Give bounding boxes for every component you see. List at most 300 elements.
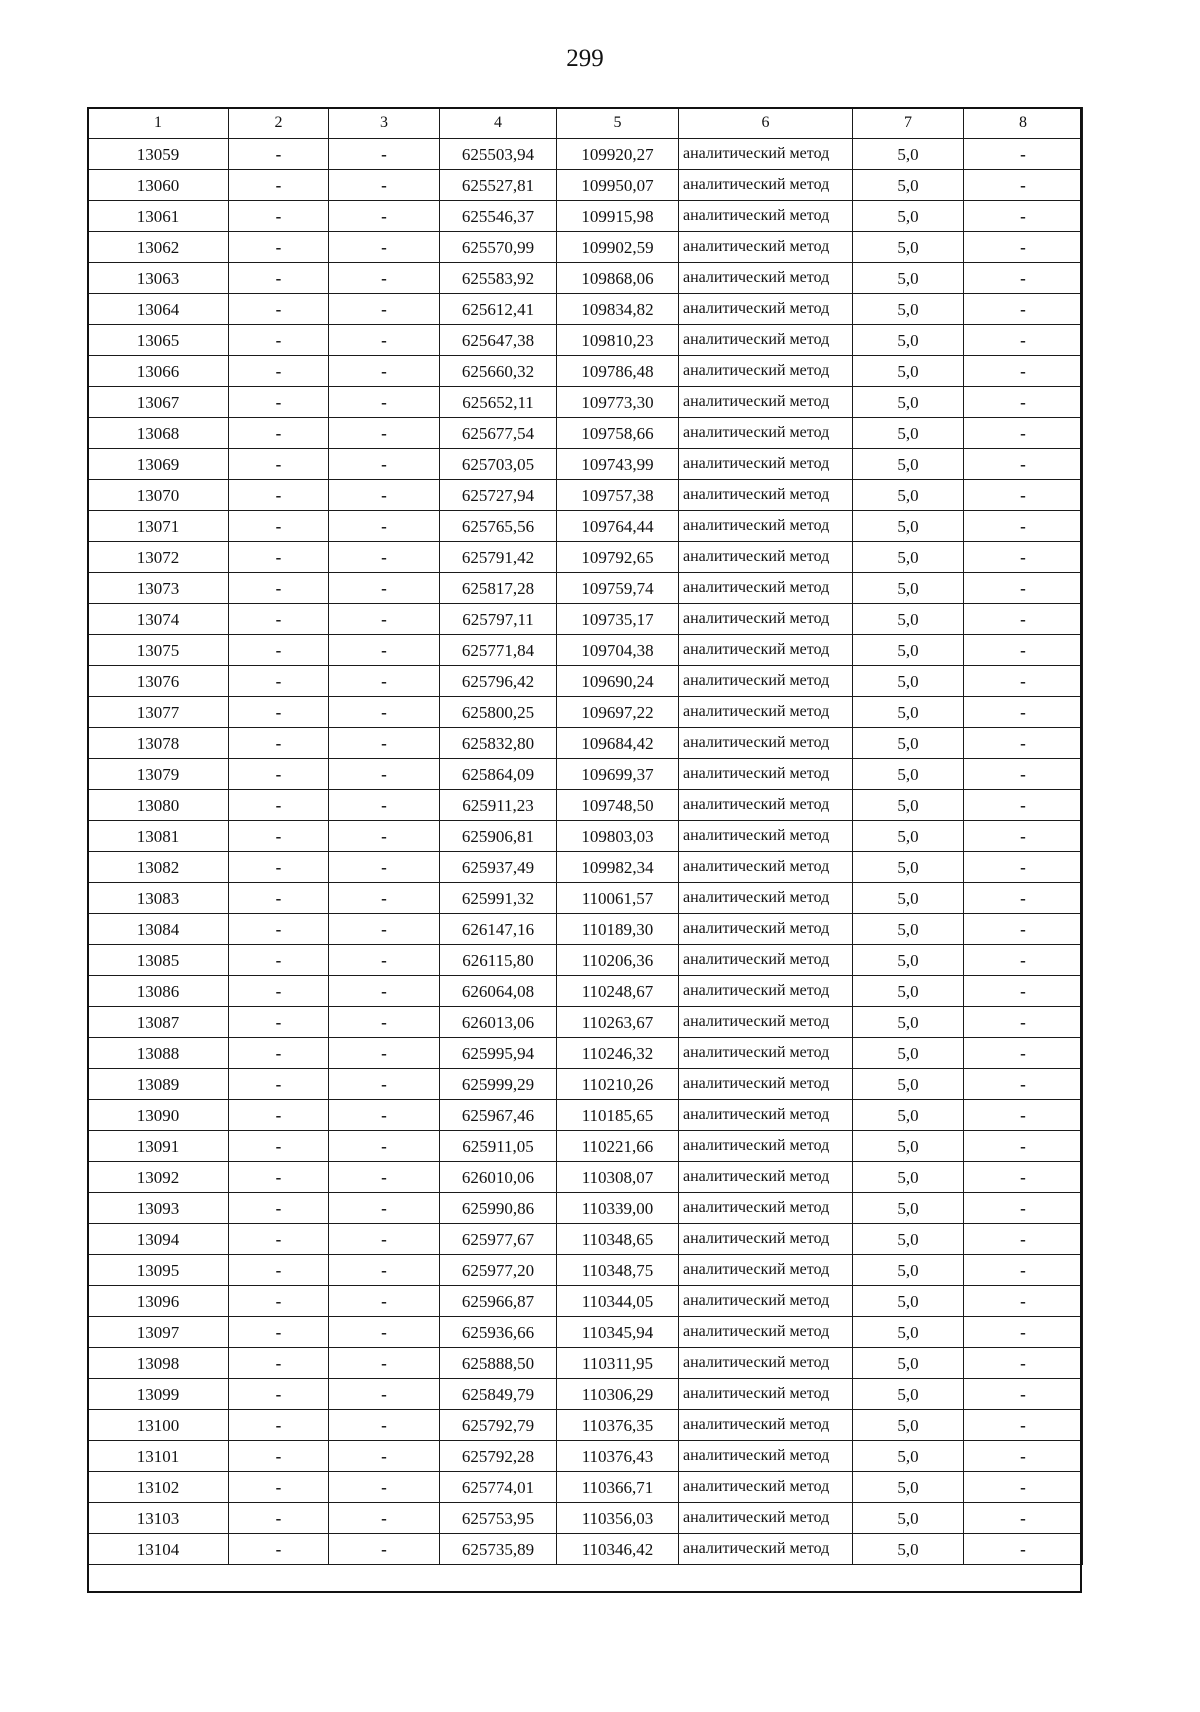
table-cell: аналитический метод [679, 1162, 853, 1193]
table-cell: 625771,84 [440, 635, 557, 666]
table-cell: - [329, 759, 440, 790]
table-cell: 5,0 [853, 635, 964, 666]
table-cell: 13064 [88, 294, 229, 325]
table-cell: аналитический метод [679, 232, 853, 263]
table-row [88, 139, 1083, 170]
table-cell: 109684,42 [557, 728, 679, 759]
table-cell: - [964, 852, 1083, 883]
table-cell: - [329, 511, 440, 542]
table-cell: - [229, 976, 329, 1007]
table-cell: 109915,98 [557, 201, 679, 232]
table-cell: - [964, 418, 1083, 449]
table-row [88, 387, 1083, 418]
table-cell: 109735,17 [557, 604, 679, 635]
table-cell: 5,0 [853, 294, 964, 325]
table-cell: - [964, 232, 1083, 263]
table-cell: - [329, 728, 440, 759]
table-cell: - [329, 139, 440, 170]
table-cell: - [329, 1472, 440, 1503]
table-cell: 5,0 [853, 1038, 964, 1069]
table-cell: - [229, 790, 329, 821]
table-cell: 5,0 [853, 263, 964, 294]
table-cell: - [964, 635, 1083, 666]
table-cell: 13070 [88, 480, 229, 511]
table-row [88, 449, 1083, 480]
table-cell: 109748,50 [557, 790, 679, 821]
table-cell: аналитический метод [679, 1007, 853, 1038]
table-cell: 13094 [88, 1224, 229, 1255]
table-cell: - [329, 697, 440, 728]
table-cell: - [329, 480, 440, 511]
table-cell: - [329, 1534, 440, 1565]
table-cell: - [329, 914, 440, 945]
table-cell: - [964, 1472, 1083, 1503]
table-cell: 109902,59 [557, 232, 679, 263]
table-cell: 109690,24 [557, 666, 679, 697]
table-cell: - [229, 1286, 329, 1317]
table-cell: аналитический метод [679, 480, 853, 511]
table-cell: - [229, 1069, 329, 1100]
table-cell: - [229, 387, 329, 418]
table-cell: - [329, 1193, 440, 1224]
table-row [88, 480, 1083, 511]
table-row [88, 697, 1083, 728]
table-cell: - [329, 201, 440, 232]
table-cell: 625583,92 [440, 263, 557, 294]
table-cell: 5,0 [853, 387, 964, 418]
table-cell: аналитический метод [679, 1038, 853, 1069]
table-cell: 109704,38 [557, 635, 679, 666]
table-cell: - [229, 1472, 329, 1503]
table-cell: - [229, 666, 329, 697]
table-cell: - [329, 170, 440, 201]
table-cell: 109743,99 [557, 449, 679, 480]
table-cell: 109764,44 [557, 511, 679, 542]
table-cell: 626115,80 [440, 945, 557, 976]
table-cell: - [964, 480, 1083, 511]
table-cell: 625796,42 [440, 666, 557, 697]
table-cell: 13087 [88, 1007, 229, 1038]
table-cell: - [229, 1503, 329, 1534]
table-cell: аналитический метод [679, 1348, 853, 1379]
table-cell: аналитический метод [679, 666, 853, 697]
table-cell: 625999,29 [440, 1069, 557, 1100]
table-cell: 625652,11 [440, 387, 557, 418]
table-cell: - [329, 1441, 440, 1472]
table-cell: аналитический метод [679, 883, 853, 914]
table-row [88, 728, 1083, 759]
table-row [88, 1131, 1083, 1162]
table-cell: 110248,67 [557, 976, 679, 1007]
table-cell: 625991,32 [440, 883, 557, 914]
table-cell: аналитический метод [679, 790, 853, 821]
table-cell: - [229, 759, 329, 790]
table-cell: 13096 [88, 1286, 229, 1317]
table-cell: - [964, 1038, 1083, 1069]
table-row [88, 325, 1083, 356]
table-cell: - [229, 852, 329, 883]
table-cell: 625977,20 [440, 1255, 557, 1286]
table-cell: - [329, 976, 440, 1007]
table-cell: аналитический метод [679, 201, 853, 232]
table-cell: 5,0 [853, 139, 964, 170]
table-cell: - [964, 511, 1083, 542]
table-cell: аналитический метод [679, 1534, 853, 1565]
table-cell: 13098 [88, 1348, 229, 1379]
table-cell: 5,0 [853, 1007, 964, 1038]
table-row [88, 1007, 1083, 1038]
table-cell: - [229, 170, 329, 201]
table-row [88, 1379, 1083, 1410]
table-row [88, 418, 1083, 449]
table-cell: - [964, 1100, 1083, 1131]
table-cell: 625792,79 [440, 1410, 557, 1441]
table-cell: - [329, 604, 440, 635]
table-cell: - [329, 263, 440, 294]
table-cell: 110185,65 [557, 1100, 679, 1131]
table-cell: 5,0 [853, 201, 964, 232]
table-cell: - [964, 294, 1083, 325]
table-cell: - [964, 325, 1083, 356]
table-cell: 625765,56 [440, 511, 557, 542]
table-cell: - [229, 480, 329, 511]
table-cell: аналитический метод [679, 170, 853, 201]
table-cell: 5,0 [853, 1410, 964, 1441]
table-row [88, 759, 1083, 790]
table-cell: 13085 [88, 945, 229, 976]
table-row [88, 294, 1083, 325]
table-cell: 5,0 [853, 418, 964, 449]
table-cell: 5,0 [853, 170, 964, 201]
table-cell: 625990,86 [440, 1193, 557, 1224]
table-cell: - [964, 945, 1083, 976]
table-cell: аналитический метод [679, 914, 853, 945]
table-row [88, 263, 1083, 294]
table-cell: аналитический метод [679, 945, 853, 976]
table-cell: 625977,67 [440, 1224, 557, 1255]
table-cell: - [964, 976, 1083, 1007]
table-cell: 625570,99 [440, 232, 557, 263]
table-cell: - [964, 573, 1083, 604]
table-cell: 625911,23 [440, 790, 557, 821]
table-cell: аналитический метод [679, 139, 853, 170]
table-row [88, 976, 1083, 1007]
table-cell: 110376,43 [557, 1441, 679, 1472]
table-cell: 13079 [88, 759, 229, 790]
table-cell: 5,0 [853, 821, 964, 852]
table-cell: 5,0 [853, 976, 964, 1007]
header-row [88, 108, 1083, 139]
table-cell: 5,0 [853, 573, 964, 604]
table-cell: аналитический метод [679, 418, 853, 449]
table-cell: 626064,08 [440, 976, 557, 1007]
column-header-7: 7 [853, 108, 964, 139]
table-cell: - [964, 1224, 1083, 1255]
table-cell: аналитический метод [679, 1224, 853, 1255]
table-cell: - [329, 418, 440, 449]
table-cell: аналитический метод [679, 1317, 853, 1348]
table-cell: 5,0 [853, 883, 964, 914]
table-cell: 5,0 [853, 759, 964, 790]
table-row [88, 170, 1083, 201]
table-cell: аналитический метод [679, 1286, 853, 1317]
table-cell: 5,0 [853, 666, 964, 697]
table-cell: 110376,35 [557, 1410, 679, 1441]
table-cell: 625792,28 [440, 1441, 557, 1472]
table-cell: - [229, 883, 329, 914]
table-cell: аналитический метод [679, 759, 853, 790]
table-cell: - [964, 666, 1083, 697]
table-cell: - [964, 263, 1083, 294]
table-cell: 625546,37 [440, 201, 557, 232]
table-cell: 110346,42 [557, 1534, 679, 1565]
table-cell: 13093 [88, 1193, 229, 1224]
table-cell: 13097 [88, 1317, 229, 1348]
table-cell: аналитический метод [679, 1503, 853, 1534]
table-row [88, 1162, 1083, 1193]
table-cell: 13099 [88, 1379, 229, 1410]
table-cell: 13101 [88, 1441, 229, 1472]
table-row [88, 201, 1083, 232]
table-cell: - [329, 1348, 440, 1379]
table-cell: - [329, 1503, 440, 1534]
table-cell: - [964, 1410, 1083, 1441]
table-cell: 110306,29 [557, 1379, 679, 1410]
table-cell: - [229, 201, 329, 232]
table-cell: 109982,34 [557, 852, 679, 883]
table-row [88, 573, 1083, 604]
table-row [88, 945, 1083, 976]
table-cell: 625864,09 [440, 759, 557, 790]
table-cell: 625527,81 [440, 170, 557, 201]
table-cell: 110189,30 [557, 914, 679, 945]
table-cell: 13063 [88, 263, 229, 294]
table-row [88, 1255, 1083, 1286]
table-cell: 5,0 [853, 1534, 964, 1565]
table-cell: - [329, 1038, 440, 1069]
table-cell: - [229, 604, 329, 635]
table-cell: 110246,32 [557, 1038, 679, 1069]
table-cell: - [329, 1224, 440, 1255]
table-cell: 110308,07 [557, 1162, 679, 1193]
table-cell: 13060 [88, 170, 229, 201]
table-cell: 110339,00 [557, 1193, 679, 1224]
table-cell: аналитический метод [679, 1069, 853, 1100]
table-cell: 625832,80 [440, 728, 557, 759]
table-cell: 109792,65 [557, 542, 679, 573]
table-cell: 13086 [88, 976, 229, 1007]
table-cell: 625817,28 [440, 573, 557, 604]
table-cell: 5,0 [853, 1503, 964, 1534]
table-cell: 109834,82 [557, 294, 679, 325]
table-cell: 109773,30 [557, 387, 679, 418]
table-cell: 626010,06 [440, 1162, 557, 1193]
table-cell: 110348,75 [557, 1255, 679, 1286]
table-cell: - [229, 1224, 329, 1255]
table-cell: 625791,42 [440, 542, 557, 573]
table-row [88, 883, 1083, 914]
table-cell: - [229, 821, 329, 852]
table-cell: 110344,05 [557, 1286, 679, 1317]
table-cell: - [329, 356, 440, 387]
table-row [88, 1224, 1083, 1255]
table-cell: 5,0 [853, 449, 964, 480]
table-cell: - [229, 542, 329, 573]
table-cell: 5,0 [853, 945, 964, 976]
table-cell: - [229, 139, 329, 170]
table-cell: 13066 [88, 356, 229, 387]
table-cell: - [329, 573, 440, 604]
table-cell: 5,0 [853, 1441, 964, 1472]
table-cell: аналитический метод [679, 1410, 853, 1441]
table-cell: - [229, 1007, 329, 1038]
table-cell: 13104 [88, 1534, 229, 1565]
table-cell: 625660,32 [440, 356, 557, 387]
table-cell: - [964, 1255, 1083, 1286]
table-cell: 626013,06 [440, 1007, 557, 1038]
table-cell: 110206,36 [557, 945, 679, 976]
table-cell: 13074 [88, 604, 229, 635]
table-cell: 5,0 [853, 232, 964, 263]
table-cell: 109699,37 [557, 759, 679, 790]
table-row [88, 1100, 1083, 1131]
table-cell: 13082 [88, 852, 229, 883]
table-cell: 110366,71 [557, 1472, 679, 1503]
table-cell: 5,0 [853, 697, 964, 728]
table-cell: аналитический метод [679, 821, 853, 852]
table-cell: аналитический метод [679, 635, 853, 666]
table-cell: - [329, 1286, 440, 1317]
table-cell: - [229, 1534, 329, 1565]
table-cell: аналитический метод [679, 387, 853, 418]
table-cell: аналитический метод [679, 511, 853, 542]
table-cell: - [229, 945, 329, 976]
table-cell: - [229, 1379, 329, 1410]
table-cell: 5,0 [853, 1069, 964, 1100]
table-cell: - [229, 232, 329, 263]
table-cell: - [964, 1069, 1083, 1100]
table-cell: 110311,95 [557, 1348, 679, 1379]
table-cell: - [964, 1317, 1083, 1348]
table-cell: - [229, 418, 329, 449]
table-cell: - [329, 821, 440, 852]
table-cell: 109950,07 [557, 170, 679, 201]
table-cell: аналитический метод [679, 325, 853, 356]
table-cell: - [964, 139, 1083, 170]
table-cell: 13089 [88, 1069, 229, 1100]
table-cell: - [229, 635, 329, 666]
table-cell: 5,0 [853, 1162, 964, 1193]
table-cell: аналитический метод [679, 697, 853, 728]
table-cell: - [329, 1317, 440, 1348]
table-cell: 5,0 [853, 728, 964, 759]
table-cell: - [964, 1131, 1083, 1162]
table-cell: - [229, 1317, 329, 1348]
table-cell: 13067 [88, 387, 229, 418]
table-cell: 13065 [88, 325, 229, 356]
table-cell: 109697,22 [557, 697, 679, 728]
table-cell: 13088 [88, 1038, 229, 1069]
table-cell: 5,0 [853, 1317, 964, 1348]
table-cell: 5,0 [853, 790, 964, 821]
table-cell: - [964, 1193, 1083, 1224]
table-cell: 5,0 [853, 511, 964, 542]
table-row [88, 1534, 1083, 1565]
table-cell: 110061,57 [557, 883, 679, 914]
table-cell: - [329, 1255, 440, 1286]
table-cell: аналитический метод [679, 604, 853, 635]
table-cell: 5,0 [853, 1255, 964, 1286]
table-cell: 13071 [88, 511, 229, 542]
table-cell: 13059 [88, 139, 229, 170]
table-row [88, 1472, 1083, 1503]
table-cell: - [229, 1255, 329, 1286]
table-cell: 5,0 [853, 1131, 964, 1162]
table-row [88, 821, 1083, 852]
table-cell: аналитический метод [679, 1472, 853, 1503]
table-cell: 5,0 [853, 1286, 964, 1317]
table-row [88, 1317, 1083, 1348]
table-cell: - [964, 1348, 1083, 1379]
table-cell: 5,0 [853, 1472, 964, 1503]
table-cell: - [964, 821, 1083, 852]
table-cell: 625703,05 [440, 449, 557, 480]
table-cell: - [964, 1007, 1083, 1038]
table-cell: 13095 [88, 1255, 229, 1286]
column-header-4: 4 [440, 108, 557, 139]
table-cell: - [229, 294, 329, 325]
table-row [88, 1069, 1083, 1100]
table-row [88, 356, 1083, 387]
table-cell: - [329, 1069, 440, 1100]
table-cell: - [964, 604, 1083, 635]
table-cell: аналитический метод [679, 1131, 853, 1162]
table-cell: 625612,41 [440, 294, 557, 325]
table-cell: - [229, 356, 329, 387]
table-cell: - [964, 1379, 1083, 1410]
table-cell: 625800,25 [440, 697, 557, 728]
table-cell: 625503,94 [440, 139, 557, 170]
table-cell: - [964, 883, 1083, 914]
table-cell: 13092 [88, 1162, 229, 1193]
table-cell: - [329, 387, 440, 418]
table-cell: - [229, 1100, 329, 1131]
table-cell: аналитический метод [679, 1255, 853, 1286]
table-row [88, 635, 1083, 666]
table-cell: 5,0 [853, 1348, 964, 1379]
table-cell: 625967,46 [440, 1100, 557, 1131]
table-cell: - [329, 852, 440, 883]
table-cell: 625995,94 [440, 1038, 557, 1069]
table-cell: аналитический метод [679, 573, 853, 604]
table-row [88, 511, 1083, 542]
table-cell: - [964, 728, 1083, 759]
table-cell: 13061 [88, 201, 229, 232]
table-cell: 625727,94 [440, 480, 557, 511]
table-cell: аналитический метод [679, 294, 853, 325]
table-cell: аналитический метод [679, 1379, 853, 1410]
table-cell: 625906,81 [440, 821, 557, 852]
table-row [88, 790, 1083, 821]
table-row [88, 1286, 1083, 1317]
table-cell: 625936,66 [440, 1317, 557, 1348]
table-cell: - [964, 387, 1083, 418]
table-cell: - [964, 170, 1083, 201]
table-cell: аналитический метод [679, 542, 853, 573]
table-cell: - [964, 1162, 1083, 1193]
table-cell: - [229, 1348, 329, 1379]
table-cell: 625911,05 [440, 1131, 557, 1162]
